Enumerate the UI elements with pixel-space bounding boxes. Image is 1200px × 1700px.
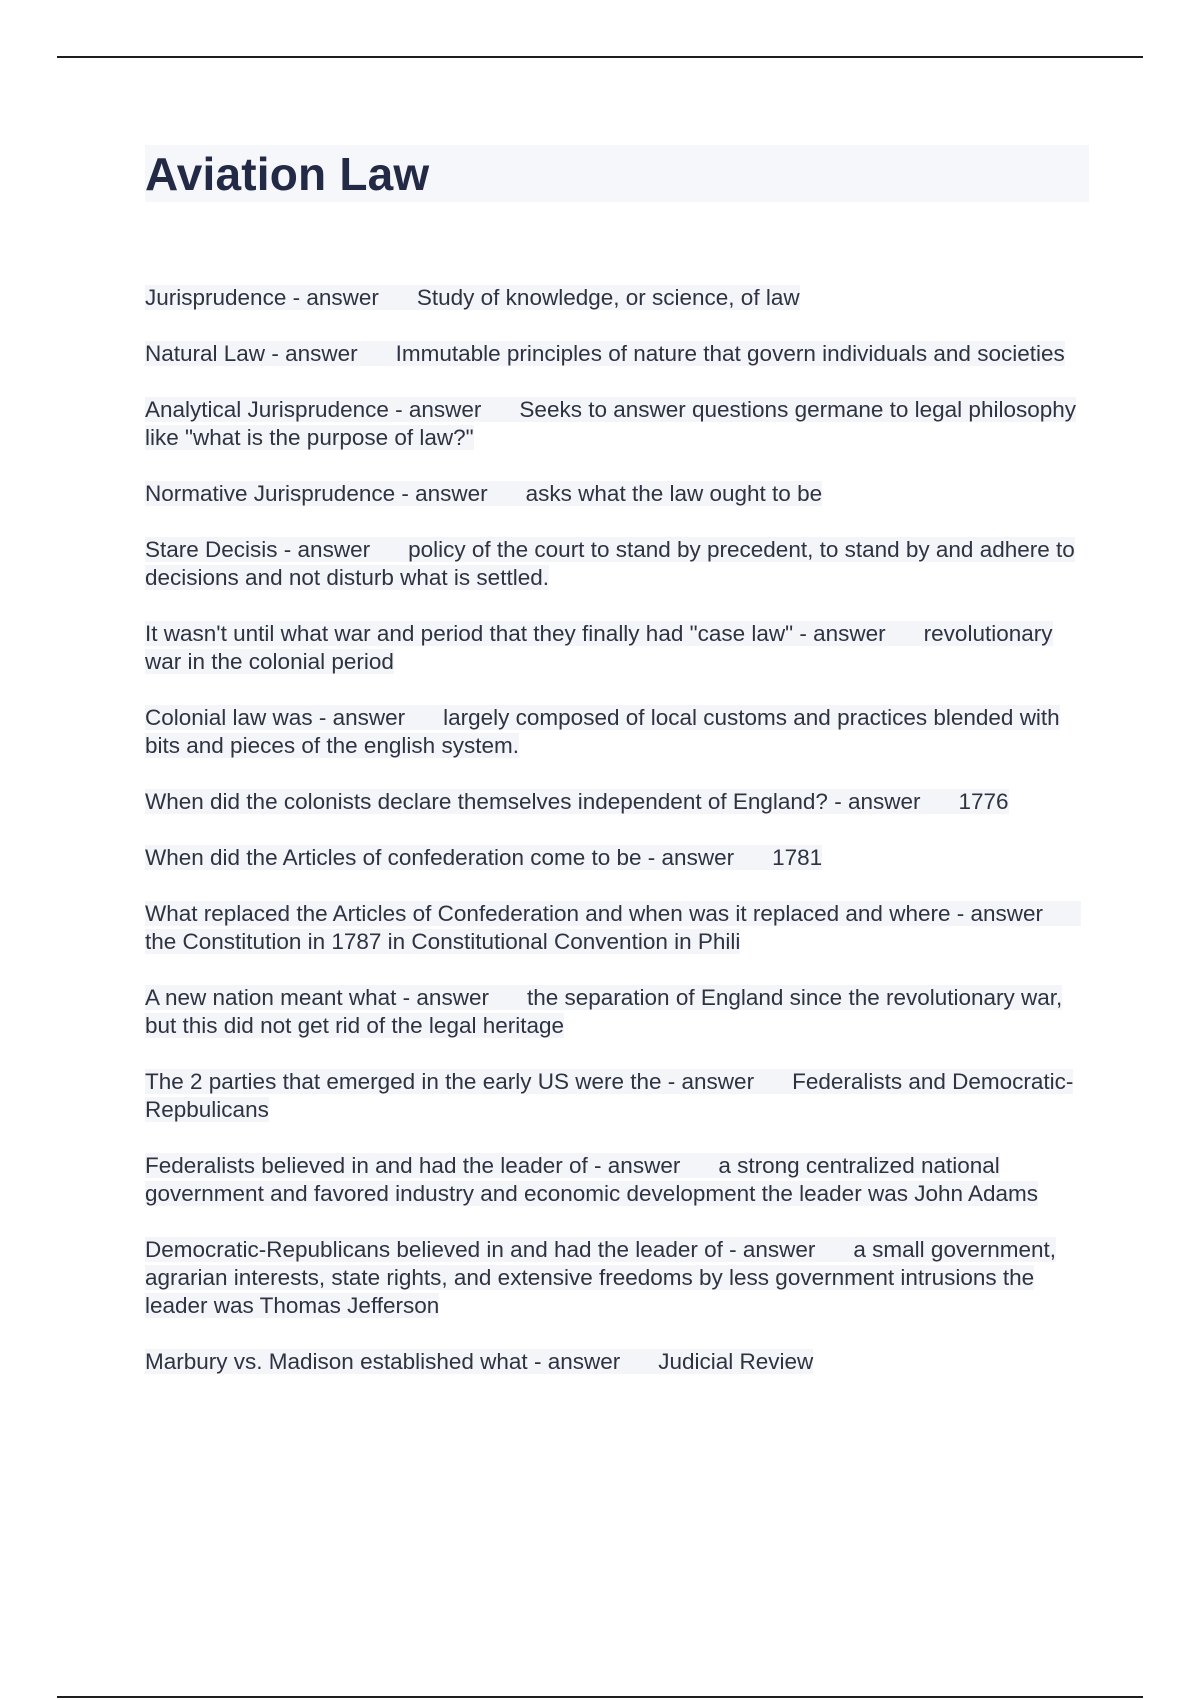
answer-marker: answer (681, 1069, 755, 1094)
bottom-rule (57, 1696, 1143, 1698)
top-rule (57, 56, 1143, 58)
flashcard-term: Normative Jurisprudence (145, 481, 396, 506)
flashcard-item: Jurisprudence - answer Study of knowledge, or science, of law (145, 285, 800, 310)
flashcard-item: What replaced the Articles of Confederation and when was it replaced and where - answerthe Constitution in 1787 in Constitutional Convention in Phili (145, 900, 1090, 956)
flashcard-item: It wasn't until what war and period that they finally had "case law" - answer revolutionary war in the colonial period (145, 621, 1053, 674)
flashcard-answer: Immutable principles of nature that govern individuals and societies (395, 341, 1065, 366)
flashcard-term: The 2 parties that emerged in the early US were the (145, 1069, 662, 1094)
flashcard-item: Natural Law - answer Immutable principles of nature that govern individuals and societies (145, 341, 1065, 366)
flashcard-answer: a strong centralized national government and favored industry and economic development the leader was John Adams (145, 1153, 1039, 1206)
flashcard-item: Stare Decisis - answer policy of the court to stand by precedent, to stand by and adhere to decisions and not disturb what is settled. (145, 537, 1075, 590)
answer-marker: answer (661, 845, 735, 870)
flashcard-term: Colonial law was (145, 705, 313, 730)
answer-marker: answer (970, 901, 1044, 926)
flashcard-answer: largely composed of local customs and practices blended with bits and pieces of the english system. (145, 705, 1060, 758)
flashcard-item: When did the Articles of confederation come to be - answer 1781 (145, 845, 823, 870)
flashcard-term: Stare Decisis (145, 537, 278, 562)
flashcard-item: Marbury vs. Madison established what - answer Judicial Review (145, 1349, 814, 1374)
flashcard-item: Colonial law was - answer largely composed of local customs and practices blended with bits and pieces of the english system. (145, 705, 1060, 758)
answer-marker: answer (742, 1237, 816, 1262)
flashcard-answer: the Constitution in 1787 in Constitutional Convention in Phili (145, 929, 741, 954)
answer-marker: answer (306, 285, 379, 310)
flashcard-item: Analytical Jurisprudence - answer Seeks to answer questions germane to legal philosophy like "what is the purpose of law?" (145, 397, 1077, 450)
flashcard-term: What replaced the Articles of Confederation and when was it replaced and where (145, 901, 951, 926)
answer-marker: answer (416, 985, 489, 1010)
answer-marker: answer (285, 341, 358, 366)
flashcard-item: Normative Jurisprudence - answer asks what the law ought to be (145, 481, 823, 506)
answer-marker: answer (332, 705, 406, 730)
flashcard-answer: 1776 (958, 789, 1009, 814)
flashcard-answer: revolutionary war in the colonial period (145, 621, 1053, 674)
answer-marker: answer (607, 1153, 681, 1178)
flashcard-term: Natural Law (145, 341, 266, 366)
answer-marker: answer (847, 789, 921, 814)
flashcard-answer: Judicial Review (658, 1349, 814, 1374)
flashcard-item: A new nation meant what - answer the separation of England since the revolutionary war, but this did not get rid of the legal heritage (145, 985, 1063, 1038)
flashcard-answer: Federalists and Democratic-Repbulicans (145, 1069, 1074, 1122)
flashcard-term: When did the Articles of confederation come to be (145, 845, 642, 870)
flashcard-item: Democratic-Republicans believed in and had the leader of - answer a small government, agrarian interests, state rights, and extensive freedoms by less government intrusions the leader was Thomas Jefferson (145, 1237, 1056, 1318)
flashcard-term: A new nation meant what (145, 985, 397, 1010)
answer-marker: answer (408, 397, 482, 422)
flashcard-term: It wasn't until what war and period that they finally had "case law" (145, 621, 794, 646)
answer-marker: answer (547, 1349, 621, 1374)
flashcard-term: Democratic-Republicans believed in and had the leader of (145, 1237, 723, 1262)
flashcard-term: Analytical Jurisprudence (145, 397, 389, 422)
flashcard-list (145, 284, 1090, 1404)
flashcard-item: The 2 parties that emerged in the early US were the - answer Federalists and Democratic-Repbulicans (145, 1069, 1074, 1122)
flashcard-term: Marbury vs. Madison established what (145, 1349, 528, 1374)
flashcard-answer: 1781 (772, 845, 823, 870)
answer-marker: answer (297, 537, 371, 562)
flashcard-answer: policy of the court to stand by precedent, to stand by and adhere to decisions and not disturb what is settled. (145, 537, 1075, 590)
flashcard-answer: a small government, agrarian interests, state rights, and extensive freedoms by less government intrusions the leader was Thomas Jefferson (145, 1237, 1056, 1318)
page-title: Aviation Law (145, 148, 430, 200)
flashcard-answer: the separation of England since the revolutionary war, but this did not get rid of the legal heritage (145, 985, 1063, 1038)
flashcard-item: When did the colonists declare themselves independent of England? - answer 1776 (145, 789, 1009, 814)
answer-marker: answer (415, 481, 488, 506)
flashcard-answer: Seeks to answer questions germane to legal philosophy like "what is the purpose of law?" (145, 397, 1077, 450)
answer-marker: answer (813, 621, 886, 646)
flashcard-term: When did the colonists declare themselves independent of England? (145, 789, 828, 814)
flashcard-term: Federalists believed in and had the leader of (145, 1153, 588, 1178)
flashcard-answer: Study of knowledge, or science, of law (416, 285, 800, 310)
flashcard-item: Federalists believed in and had the leader of - answer a strong centralized national government and favored industry and economic development the leader was John Adams (145, 1153, 1039, 1206)
flashcard-answer: asks what the law ought to be (525, 481, 823, 506)
flashcard-term: Jurisprudence (145, 285, 287, 310)
